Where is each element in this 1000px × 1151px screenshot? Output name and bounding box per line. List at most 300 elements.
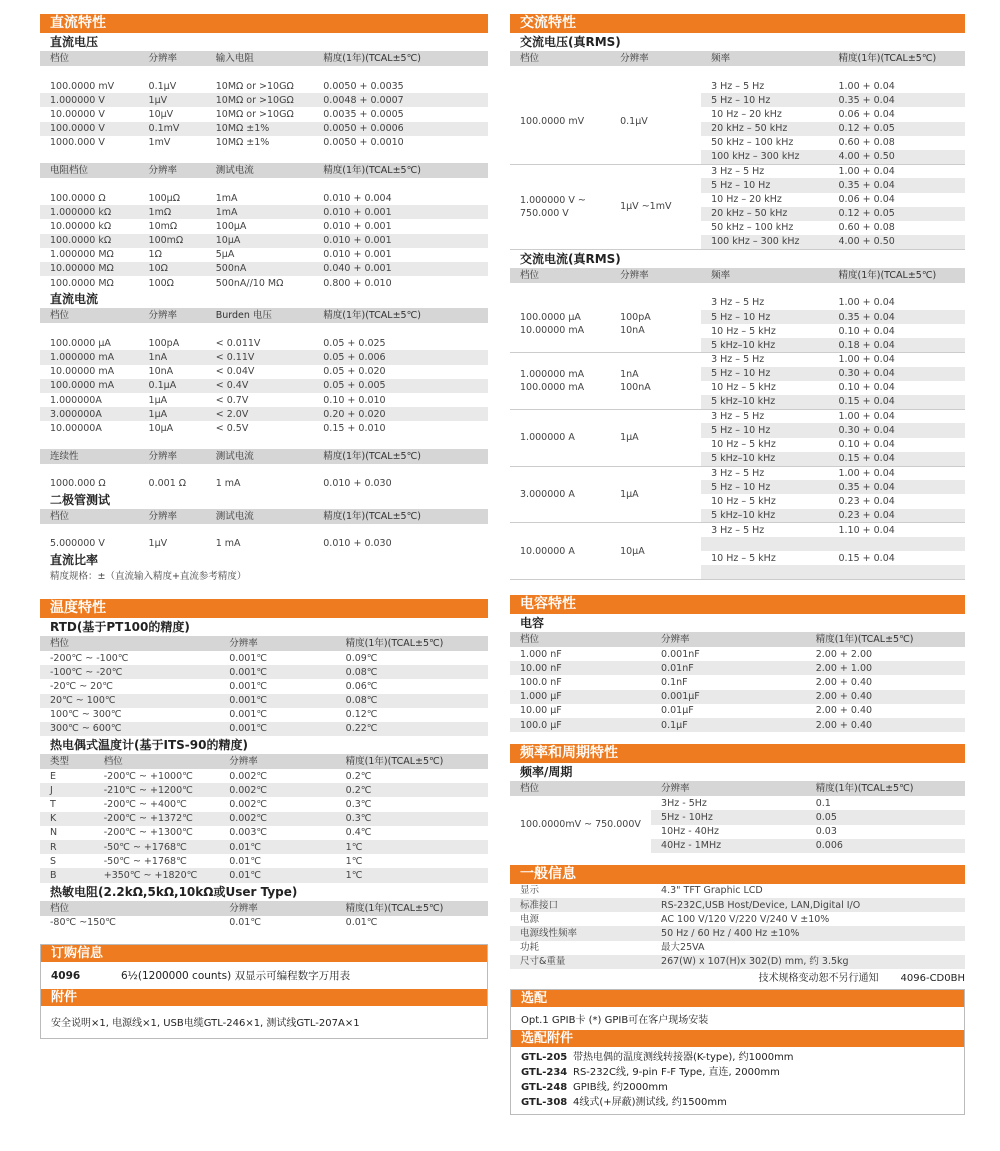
opt-acc-model: GTL-308 — [521, 1097, 568, 1108]
table-cell: 电阻档位 — [40, 163, 139, 178]
table-cell: 标准接口 — [510, 898, 651, 912]
table-cell: 0.10 + 0.010 — [323, 394, 386, 406]
table-cell: 4.00 + 0.50 — [828, 150, 965, 164]
table-cell: 100pA — [148, 337, 180, 349]
table-cell: 3 Hz – 5 Hz — [711, 297, 765, 309]
table-cell: 0.09℃ — [345, 652, 378, 664]
header-row — [40, 163, 488, 178]
table-cell: 3.000000A — [40, 407, 139, 421]
table-cell: 10.00 μF — [520, 705, 562, 717]
table-cell: K — [40, 812, 94, 826]
options-title: 选配 — [511, 990, 964, 1007]
options-box — [510, 989, 965, 1115]
table-cell: 档位 — [40, 308, 139, 323]
table-cell: -200℃ ~ +1372℃ — [94, 812, 219, 826]
table-cell: 0.010 + 0.001 — [313, 234, 488, 248]
table-cell: J — [40, 783, 94, 797]
table-cell: 10Ω — [139, 262, 206, 276]
table-cell: 分辨率 — [219, 901, 335, 916]
opt-acc-item — [511, 1065, 964, 1080]
table-cell: 0.001℃ — [229, 709, 268, 721]
table-cell: -200℃ ~ -100℃ — [50, 652, 129, 664]
table-cell: 1.000000 V ~ 750.000 V — [510, 164, 610, 249]
table-cell: 1μA — [610, 466, 701, 523]
table-cell: 50 kHz – 100 kHz — [711, 137, 794, 149]
table-cell: 档位 — [94, 754, 219, 769]
table-cell: 0.23 + 0.04 — [828, 509, 965, 523]
table-cell: 1.00 + 0.04 — [838, 354, 895, 366]
dc-section-title: 直流特性 — [40, 14, 488, 33]
dc-current-table — [40, 308, 488, 448]
table-cell: 1.000000 V — [40, 93, 139, 107]
table-cell: 0.1μF — [651, 718, 806, 732]
table-row — [510, 353, 965, 367]
thermocouple-table — [40, 754, 488, 883]
table-cell: 10μV — [148, 108, 174, 120]
table-cell: 100 kHz – 300 kHz — [701, 235, 828, 249]
table-row — [510, 796, 965, 810]
table-cell: 100μΩ — [148, 192, 180, 204]
opt-acc-item — [511, 1080, 964, 1095]
temp-section-title: 温度特性 — [40, 599, 488, 618]
options-text: Opt.1 GPIB卡 (*) GPIB可在客户现场安装 — [521, 1015, 709, 1026]
table-cell: 2.00 + 1.00 — [806, 661, 965, 675]
table-row — [510, 926, 965, 940]
table-cell: 精度(1年)(TCAL±5℃) — [336, 754, 488, 769]
table-cell: 测试电流 — [206, 509, 314, 524]
table-cell: 1.00 + 0.04 — [838, 467, 895, 479]
order-desc: 6½(1200000 counts) 双显示可编程数字万用表 — [121, 969, 351, 982]
table-cell: 10 Hz – 20 kHz — [711, 108, 782, 120]
table-cell: 0.010 + 0.030 — [323, 478, 392, 490]
table-cell: 5 Hz – 10 Hz — [701, 423, 828, 437]
table-cell: 0.001℃ — [219, 722, 335, 736]
table-cell: 300℃ ~ 600℃ — [40, 722, 219, 736]
spacer-row — [40, 524, 488, 537]
table-cell: 分辨率 — [610, 51, 701, 66]
diode-title: 二极管测试 — [50, 492, 111, 507]
table-cell: 0.01℃ — [219, 840, 335, 854]
table-cell: 0.15 + 0.04 — [838, 552, 895, 564]
table-cell: 电源 — [520, 913, 540, 925]
opt-acc-desc: RS-232C线, 9-pin F-F Type, 直连, 2000mm — [573, 1067, 780, 1078]
cap-title: 电容 — [520, 616, 545, 630]
table-cell: 输入电阻 — [206, 51, 314, 66]
opt-acc-list — [511, 1047, 964, 1114]
table-cell: 0.06 + 0.04 — [838, 194, 895, 206]
table-row — [40, 407, 488, 421]
table-row — [40, 665, 488, 679]
table-cell: 0.35 + 0.04 — [828, 93, 965, 107]
table-cell: 100.0000 mV — [510, 79, 610, 164]
ac-section-title: 交流特性 — [510, 14, 965, 33]
table-cell: 0.23 + 0.04 — [838, 495, 895, 507]
table-cell: 0.1μV — [610, 79, 701, 164]
table-cell: 0.001μF — [651, 690, 806, 704]
table-cell: 0.002℃ — [219, 812, 335, 826]
doc-code: 4096-CD0BH — [900, 973, 965, 984]
table-row — [40, 276, 488, 290]
table-cell: 0.001℃ — [219, 665, 335, 679]
order-title: 订购信息 — [41, 945, 487, 962]
table-cell: 10 Hz – 5 kHz — [711, 552, 776, 564]
table-cell: 2.00 + 0.40 — [806, 690, 965, 704]
table-cell: 20℃ ~ 100℃ — [40, 694, 219, 708]
table-cell: 1 mA — [215, 478, 241, 490]
table-cell: S — [50, 855, 57, 867]
table-cell: 10Hz - 40Hz — [661, 826, 719, 838]
table-cell: 100.0000 μA 10.00000 mA — [510, 296, 610, 353]
spacer-row — [40, 436, 488, 449]
table-cell: 0.01℃ — [229, 917, 262, 929]
table-cell: 500nA — [206, 262, 314, 276]
table-row — [510, 898, 965, 912]
opt-acc-item — [511, 1050, 964, 1065]
table-cell: 1.000000 kΩ — [40, 205, 139, 219]
spacer-row — [510, 66, 965, 79]
table-cell: 3 Hz – 5 Hz — [711, 411, 765, 423]
table-row — [510, 690, 965, 704]
table-cell: < 2.0V — [206, 407, 314, 421]
table-cell: 100.0000 kΩ — [40, 234, 139, 248]
table-cell: 1℃ — [336, 868, 488, 882]
rtd-title: RTD(基于PT100的精度) — [50, 619, 190, 634]
table-cell: 0.12 + 0.05 — [828, 207, 965, 221]
table-cell: 0.2℃ — [336, 783, 488, 797]
table-cell: 2.00 + 2.00 — [815, 648, 873, 660]
table-row — [40, 107, 488, 121]
table-cell: 1μA — [148, 394, 168, 406]
table-cell: -200℃ ~ +1000℃ — [103, 770, 193, 782]
table-cell: 0.3℃ — [345, 799, 372, 811]
table-cell: 1.000000 A — [510, 409, 610, 466]
table-cell: 最大25VA — [661, 942, 705, 954]
table-cell: 3.000000 A — [510, 466, 610, 523]
table-row — [40, 122, 488, 136]
table-cell: 1mA — [215, 192, 238, 204]
spacer-row — [40, 150, 488, 163]
table-row — [40, 477, 488, 491]
order-box — [40, 944, 488, 1039]
table-cell: 0.35 + 0.04 — [828, 178, 965, 192]
table-cell: 10nA — [148, 366, 174, 378]
table-cell: 0.010 + 0.001 — [313, 205, 488, 219]
opt-acc-item — [511, 1095, 964, 1110]
table-cell: 精度(1年)(TCAL±5℃) — [313, 163, 488, 178]
thermistor-title: 热敏电阻(2.2kΩ,5kΩ,10kΩ或User Type) — [50, 884, 298, 899]
table-cell: 10.00 nF — [510, 661, 651, 675]
thermistor-table — [40, 901, 488, 930]
table-cell: < 0.4V — [206, 379, 314, 393]
ac-voltage-title: 交流电压(真RMS) — [520, 35, 621, 49]
table-cell: -80℃ ~150℃ — [50, 917, 116, 929]
table-row — [40, 379, 488, 393]
table-cell: 5μA — [215, 249, 235, 261]
table-cell: 10.00000 MΩ — [40, 262, 139, 276]
table-cell: 5.000000 V — [50, 538, 105, 550]
table-row — [510, 466, 965, 480]
header-row — [510, 632, 965, 647]
table-row — [40, 219, 488, 233]
table-row — [40, 136, 488, 150]
table-row — [510, 79, 965, 93]
table-cell: 档位 — [40, 509, 139, 524]
table-cell: 0.60 + 0.08 — [838, 137, 895, 149]
table-cell: 10 Hz – 5 kHz — [711, 382, 776, 394]
table-cell: 1mA — [206, 205, 314, 219]
dc-voltage-table — [40, 51, 488, 163]
table-cell: 10.00000 V — [50, 108, 105, 120]
table-cell: 分辨率 — [139, 509, 206, 524]
spacer-row — [510, 283, 965, 296]
table-cell: 0.08℃ — [336, 694, 488, 708]
table-cell: 0.010 + 0.004 — [323, 192, 392, 204]
table-row — [510, 409, 965, 423]
table-cell: 档位 — [40, 636, 219, 651]
table-cell: 分辨率 — [139, 308, 206, 323]
table-cell: E — [50, 770, 57, 782]
table-cell: 0.05 + 0.005 — [313, 379, 488, 393]
ratio-title: 直流比率 — [50, 552, 99, 567]
header-row — [40, 308, 488, 323]
table-cell: 10 Hz – 5 kHz — [711, 439, 776, 451]
table-cell: 0.002℃ — [219, 783, 335, 797]
table-cell: 5 kHz–10 kHz — [701, 395, 828, 409]
table-cell: 分辨率 — [219, 636, 335, 651]
table-row — [40, 205, 488, 219]
ratio-text: 精度规格：±（直流输入精度+直流参考精度） — [50, 570, 247, 582]
spacer-row — [40, 66, 488, 79]
table-cell: 0.0050 + 0.0006 — [313, 122, 488, 136]
table-cell: 0.0050 + 0.0010 — [323, 137, 404, 149]
table-cell: 5 kHz–10 kHz — [701, 509, 828, 523]
table-cell: 连续性 — [40, 449, 139, 464]
ac-voltage-table — [510, 51, 965, 250]
table-cell: 精度(1年)(TCAL±5℃) — [313, 509, 488, 524]
table-row — [40, 812, 488, 826]
table-cell: 10.00000A — [50, 422, 102, 434]
table-cell: 1μV ~1mV — [610, 164, 701, 249]
table-cell: 精度(1年)(TCAL±5℃) — [828, 268, 965, 283]
table-cell: 0.006 — [806, 839, 965, 853]
table-cell — [701, 565, 828, 579]
table-cell: 1μA — [139, 407, 206, 421]
table-cell: 0.12 + 0.05 — [828, 122, 965, 136]
table-cell: 0.4℃ — [345, 827, 372, 839]
header-row — [40, 449, 488, 464]
table-cell: 0.15 + 0.010 — [323, 422, 386, 434]
table-cell: 100Ω — [148, 277, 174, 289]
table-cell: 0.35 + 0.04 — [828, 310, 965, 324]
table-cell: 1nA — [139, 350, 206, 364]
capacitance-table — [510, 632, 965, 732]
table-cell: 0.05 + 0.025 — [323, 337, 386, 349]
table-cell: 10 Hz – 20 kHz — [711, 194, 782, 206]
tc-title: 热电偶式温度计(基于ITS-90的精度) — [50, 738, 248, 753]
table-row — [40, 708, 488, 722]
table-cell: 0.0050 + 0.0035 — [323, 80, 404, 92]
table-cell: N — [50, 827, 58, 839]
table-cell: 50 kHz – 100 kHz — [711, 222, 794, 234]
table-row — [40, 393, 488, 407]
table-cell: 频率 — [701, 268, 828, 283]
notice-line — [510, 969, 965, 985]
frequency-table — [510, 781, 965, 853]
table-cell: 5 kHz–10 kHz — [701, 338, 828, 352]
table-row — [510, 523, 965, 537]
header-row — [40, 754, 488, 769]
table-cell: 精度(1年)(TCAL±5℃) — [313, 449, 488, 464]
table-cell: 5 Hz – 10 Hz — [701, 178, 828, 192]
table-cell — [828, 565, 965, 579]
table-cell: 0.0048 + 0.0007 — [313, 93, 488, 107]
table-cell — [828, 537, 965, 551]
ac-current-title: 交流电流(真RMS) — [520, 251, 621, 266]
notice-text: 技术规格变动恕不另行通知 — [758, 973, 879, 984]
table-cell: 0.05 + 0.006 — [313, 350, 488, 364]
table-cell: 分辨率 — [219, 754, 335, 769]
table-cell: < 0.5V — [215, 422, 249, 434]
cap-section-title: 电容特性 — [510, 595, 965, 614]
table-cell: 5 Hz – 10 Hz — [701, 310, 828, 324]
table-cell: RS-232C,USB Host/Device, LAN,Digital I/O — [651, 898, 965, 912]
table-cell: 1℃ — [336, 840, 488, 854]
table-row — [40, 336, 488, 350]
table-cell: 0.001℃ — [219, 694, 335, 708]
table-cell: 5 Hz – 10 Hz — [701, 480, 828, 494]
table-cell: 0.15 + 0.04 — [828, 395, 965, 409]
table-cell: 0.010 + 0.001 — [323, 220, 392, 232]
table-cell: 档位 — [510, 268, 610, 283]
table-cell: 0.01℃ — [229, 855, 262, 867]
continuity-table — [40, 449, 488, 491]
table-cell: 3 Hz – 5 Hz — [711, 80, 765, 92]
table-cell: 分辨率 — [610, 268, 701, 283]
table-cell: 0.1μV — [148, 80, 177, 92]
table-row — [40, 826, 488, 840]
table-cell: -210℃ ~ +1200℃ — [94, 783, 219, 797]
table-cell: 档位 — [510, 51, 610, 66]
table-cell: 0.60 + 0.08 — [838, 222, 895, 234]
table-cell: 1.00 + 0.04 — [838, 80, 895, 92]
table-cell: 5 kHz–10 kHz — [701, 452, 828, 466]
table-row — [510, 955, 965, 969]
table-cell: 10MΩ or >10GΩ — [215, 108, 294, 120]
table-cell: 2.00 + 0.40 — [806, 718, 965, 732]
header-row — [510, 781, 965, 796]
table-cell: 20 kHz – 50 kHz — [701, 122, 828, 136]
table-cell: 50 Hz / 60 Hz / 400 Hz ±10% — [651, 926, 965, 940]
table-cell: 1.00 + 0.04 — [838, 165, 895, 177]
table-cell: -200℃ ~ +400℃ — [103, 799, 187, 811]
table-cell: 0.800 + 0.010 — [323, 277, 392, 289]
order-line — [41, 962, 487, 989]
opt-acc-model: GTL-234 — [521, 1067, 568, 1078]
table-cell: 4.00 + 0.50 — [828, 235, 965, 249]
order-model: 4096 — [51, 969, 81, 982]
table-cell: 档位 — [510, 632, 651, 647]
table-cell: 0.05 + 0.020 — [323, 366, 386, 378]
table-row — [40, 916, 488, 930]
table-cell: 100.0000 V — [40, 122, 139, 136]
accessory-text: 安全说明×1, 电源线×1, USB电缆GTL-246×1, 测试线GTL-207A×1 — [51, 1017, 360, 1029]
table-cell: 100.0000 MΩ — [50, 277, 114, 289]
table-row — [510, 164, 965, 178]
table-row — [40, 783, 488, 797]
table-cell: 0.3℃ — [336, 812, 488, 826]
table-cell: 0.10 + 0.04 — [838, 439, 895, 451]
table-cell: R — [40, 840, 94, 854]
table-cell: 1.000000 mA 100.0000 mA — [510, 353, 610, 410]
table-cell: 尺寸&重量 — [510, 955, 651, 969]
table-cell: 0.12℃ — [345, 709, 378, 721]
table-cell: 档位 — [40, 901, 219, 916]
header-row — [40, 636, 488, 651]
table-cell: 0.001nF — [661, 648, 700, 660]
spacer-row — [40, 323, 488, 336]
table-cell: 267(W) x 107(H)x 302(D) mm, 约 3.5kg — [651, 955, 965, 969]
table-cell: 1.000000A — [50, 394, 102, 406]
opt-acc-desc: GPIB线, 约2000mm — [573, 1082, 668, 1093]
table-cell: 0.01nF — [651, 661, 806, 675]
table-cell: < 0.11V — [206, 350, 314, 364]
table-cell: 5 Hz – 10 Hz — [701, 93, 828, 107]
table-cell: 0.002℃ — [229, 770, 268, 782]
table-cell: 1000.000 Ω — [50, 478, 106, 490]
table-cell: 0.06℃ — [345, 680, 378, 692]
freq-title: 频率/周期 — [520, 765, 573, 780]
table-cell: 0.01μF — [661, 705, 694, 717]
table-cell: 0.1mV — [139, 122, 206, 136]
dc-resistance-table — [40, 163, 488, 290]
table-row — [40, 854, 488, 868]
table-cell: 1Ω — [148, 249, 162, 261]
table-cell: -20℃ ~ 20℃ — [50, 680, 113, 692]
table-row — [510, 912, 965, 926]
table-cell: T — [50, 799, 56, 811]
table-cell: 100pA 10nA — [610, 296, 701, 353]
table-row — [40, 365, 488, 379]
table-cell: 100.0000 Ω — [50, 192, 106, 204]
table-cell: 测试电流 — [206, 449, 314, 464]
table-cell: Burden 电压 — [206, 308, 314, 323]
table-cell: 1mΩ — [139, 205, 206, 219]
general-section-title: 一般信息 — [510, 865, 965, 884]
accessory-title: 附件 — [41, 989, 487, 1006]
table-cell: 0.010 + 0.030 — [323, 538, 392, 550]
table-cell: 分辨率 — [651, 632, 806, 647]
table-cell: 分辨率 — [651, 781, 806, 796]
table-cell: 频率 — [701, 51, 828, 66]
table-cell: 功耗 — [520, 942, 540, 954]
table-cell: 2.00 + 0.40 — [815, 676, 873, 688]
diode-table — [40, 509, 488, 551]
table-cell: -50℃ ~ +1768℃ — [103, 855, 187, 867]
table-row — [40, 262, 488, 276]
opt-acc-desc: 4线式(+屏蔽)测试线, 约1500mm — [573, 1097, 727, 1108]
table-row — [510, 884, 965, 898]
header-row — [40, 51, 488, 66]
table-cell: 100.0 nF — [520, 676, 562, 688]
table-cell: 1.10 + 0.04 — [838, 524, 895, 536]
table-row — [510, 718, 965, 732]
table-cell: 10MΩ ±1% — [215, 137, 270, 149]
table-cell: 0.08℃ — [336, 665, 488, 679]
table-cell: 1.00 + 0.04 — [838, 297, 895, 309]
table-row — [510, 296, 965, 310]
table-cell: 100.0 μF — [510, 718, 651, 732]
table-row — [510, 941, 965, 955]
